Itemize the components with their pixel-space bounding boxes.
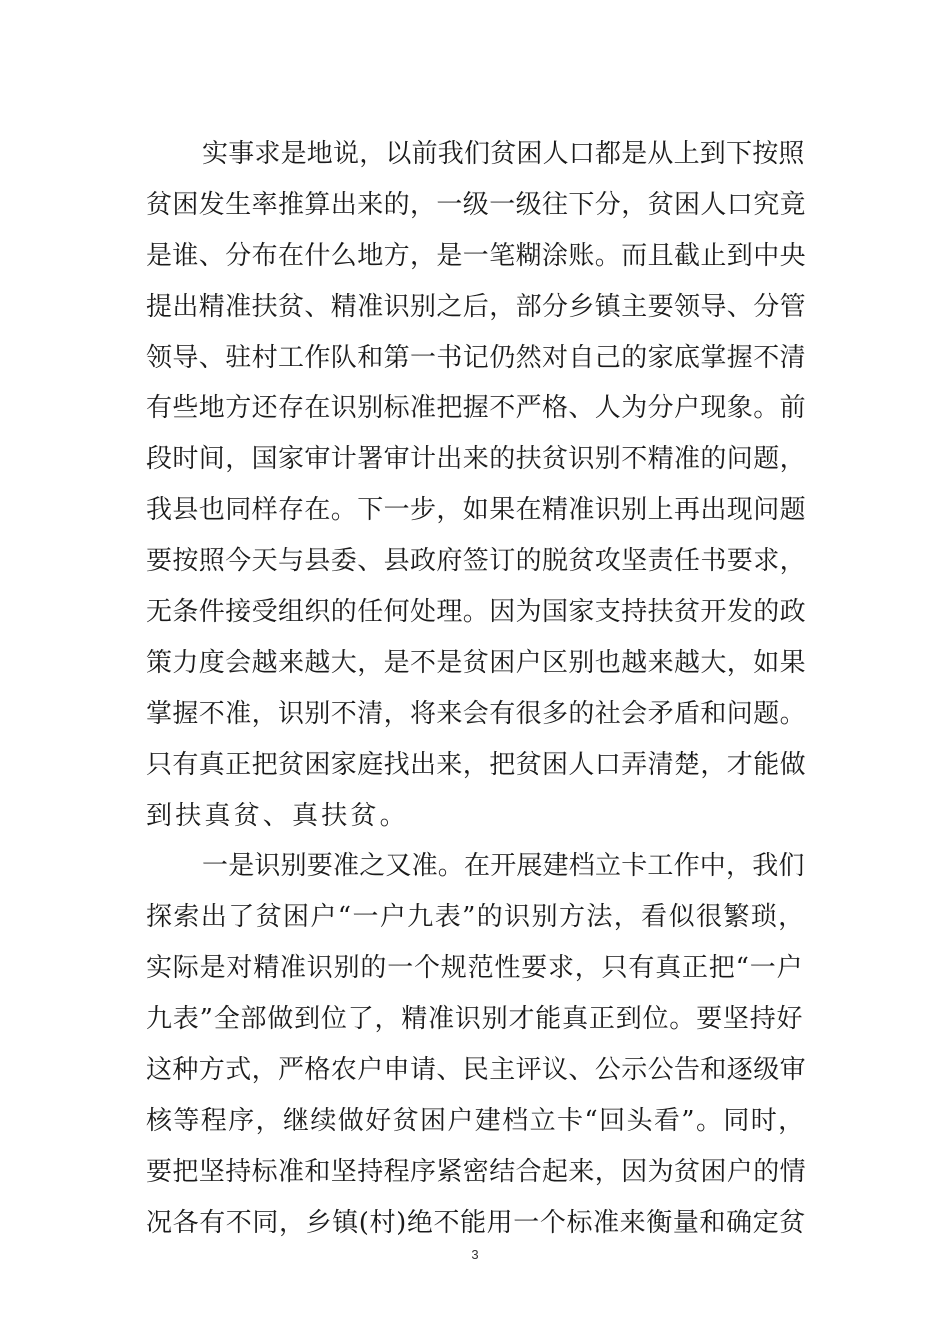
paragraph-line: 一是识别要准之又准。在开展建档立卡工作中，我们 (202, 851, 805, 882)
paragraph-line: 实事求是地说，以前我们贫困人口都是从上到下按照 (202, 139, 805, 169)
paragraph-line: 这种方式，严格农户申请、民主评议、公示公告和逐级审 (146, 1055, 807, 1086)
paragraph-line: 是谁、分布在什么地方，是一笔糊涂账。而且截止到中央 (146, 240, 807, 271)
paragraph-line: 要把坚持标准和坚持程序紧密结合起来，因为贫困户的情 (146, 1156, 807, 1187)
paragraph-line: 有些地方还存在识别标准把握不严格、人为分户现象。前 (146, 393, 807, 424)
paragraph-line: 核等程序，继续做好贫困户建档立卡“回头看”。同时， (146, 1105, 806, 1136)
paragraph-line: 到扶真贫、真扶贫。 (146, 800, 409, 831)
paragraph-line: 策力度会越来越大，是不是贫困户区别也越来越大，如果 (146, 647, 807, 678)
page-number: 3 (471, 1247, 479, 1262)
paragraph-line: 我县也同样存在。下一步，如果在精准识别上再出现问题 (146, 495, 807, 526)
paragraph-line: 提出精准扶贫、精准识别之后，部分乡镇主要领导、分管 (146, 291, 807, 322)
paragraph-line: 贫困发生率推算出来的，一级一级往下分，贫困人口究竟 (146, 189, 807, 220)
paragraph-line: 况各有不同，乡镇(村)绝不能用一个标准来衡量和确定贫 (146, 1207, 806, 1238)
paragraph-line: 探索出了贫困户“一户九表”的识别方法，看似很繁琐， (146, 902, 806, 933)
body-text (146, 129, 806, 1249)
paragraph-line: 要按照今天与县委、县政府签订的脱贫攻坚责任书要求， (146, 546, 807, 577)
paragraph-line: 领导、驻村工作队和第一书记仍然对自己的家底掌握不清 (146, 342, 807, 373)
paragraph-line: 掌握不准，识别不清，将来会有很多的社会矛盾和问题。 (146, 698, 807, 729)
paragraph-line: 无条件接受组织的任何处理。因为国家支持扶贫开发的政 (146, 597, 807, 628)
paragraph-line: 只有真正把贫困家庭找出来，把贫困人口弄清楚，才能做 (146, 749, 807, 780)
paragraph-line: 段时间，国家审计署审计出来的扶贫识别不精准的问题， (146, 444, 807, 475)
paragraph-line: 九表”全部做到位了，精准识别才能真正到位。要坚持好 (146, 1004, 804, 1035)
paragraph-line: 实际是对精准识别的一个规范性要求，只有真正把“一户 (146, 953, 804, 984)
